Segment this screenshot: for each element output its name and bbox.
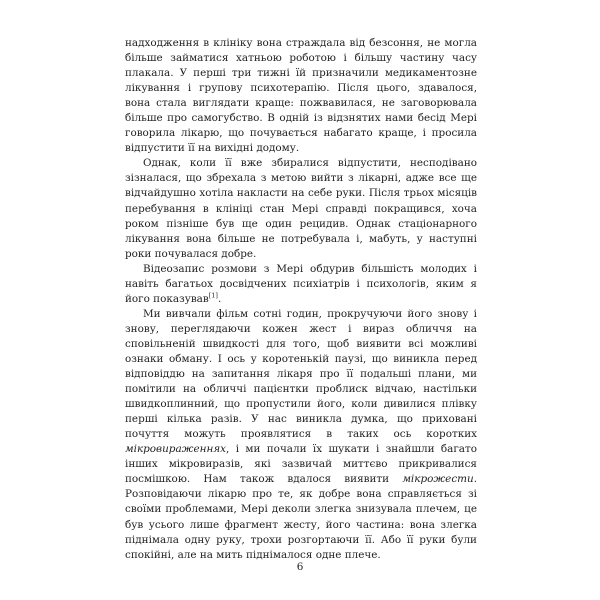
page-number: 6 bbox=[296, 561, 304, 573]
text-line: лікування вона більше не потребувала і, мабуть, у наступні bbox=[125, 232, 477, 245]
italic-term: мікровираженнях bbox=[125, 443, 227, 456]
text-line: інших мікровиразів, які зазвичай миттєво прикривалися bbox=[125, 458, 477, 471]
text-line: сповільненій швидкості для того, щоб виявити всі можливі bbox=[125, 337, 477, 350]
text-line: відповіддю на запитання лікаря про її подальші плани, ми bbox=[125, 368, 477, 381]
text-fragment: . bbox=[473, 473, 477, 486]
text-fragment: посмішкою. Нам також вдалося виявити bbox=[125, 473, 403, 486]
paragraph-1 bbox=[125, 36, 477, 156]
text-line bbox=[125, 292, 477, 307]
text-line: Ми вивчали фільм сотні годин, прокручуючи його знову і bbox=[143, 307, 477, 320]
text-line: зізналася, що збрехала з метою вийти з лікарні, адже все ще bbox=[125, 172, 477, 185]
italic-term: мікрожести bbox=[402, 473, 474, 486]
body-text bbox=[125, 36, 477, 563]
text-line: лікування і групову психотерапію. Після цього, здавалося, bbox=[125, 82, 477, 95]
text-line: помітили на обличчі пацієнтки проблиск відчаю, настільки bbox=[125, 383, 477, 396]
text-line: більше займатися хатньою роботою і більшу частину часу bbox=[125, 52, 477, 65]
text-line: роком пізніше був ще один рецидив. Однак стаціонарного bbox=[125, 217, 477, 230]
text-line: роки почувалася добре. bbox=[125, 247, 257, 260]
text-line: відчайдушно хотіла накласти на себе руки. Після трьох місяців bbox=[125, 187, 477, 200]
paragraph-4 bbox=[125, 307, 477, 563]
text-fragment: його показував bbox=[125, 292, 209, 305]
text-line: був усього лише фрагмент жесту, його частина: вона злегка bbox=[125, 518, 477, 531]
text-line: Розповідаючи лікарю про те, як добре вона справляється зі bbox=[125, 488, 477, 501]
text-line: Однак, коли її вже збиралися відпустити, несподівано bbox=[143, 157, 477, 170]
text-line: Відеозапис розмови з Мері обдурив більшість молодих і bbox=[143, 262, 477, 275]
paragraph-2 bbox=[125, 156, 477, 261]
text-line: говорила лікарю, що почувається набагато краще, і просила bbox=[125, 127, 477, 140]
text-line: спокійні, але на мить піднімалося одне плече. bbox=[125, 548, 381, 561]
text-line: відпустити її на вихідні додому. bbox=[125, 142, 300, 155]
text-line: плакала. У перші три тижні їй призначили медикаментозне bbox=[125, 67, 477, 80]
text-fragment: . bbox=[217, 292, 222, 305]
text-line: знову, переглядаючи кожен жест і вираз обличчя на bbox=[125, 322, 477, 335]
text-line bbox=[125, 472, 477, 487]
text-line: ознаки обману. І ось у коротенькій паузі, що виникла перед bbox=[125, 352, 477, 365]
text-line: більше про самогубство. В одній із відзнятих нами бесід Мері bbox=[125, 112, 477, 125]
paragraph-3 bbox=[125, 262, 477, 307]
text-line: швидкоплинний, що пропустили його, коли дивилися плівку bbox=[125, 398, 477, 411]
text-line: піднімала одну руку, трохи розгортаючи її. Або її руки були bbox=[125, 533, 477, 546]
text-line: навіть багатьох досвідчених психіатрів і психологів, яким я bbox=[125, 277, 477, 290]
text-line: перебування в клініці стан Мері справді покращився, хоча bbox=[125, 202, 477, 215]
text-line: вона стала виглядати краще: пожвавилася, не заговорювала bbox=[125, 97, 477, 110]
text-line: надходження в клініку вона страждала від безсоння, не могла bbox=[125, 37, 477, 49]
text-line: почуття можуть проявлятися в таких ось коротких bbox=[125, 428, 477, 441]
text-line: перші кілька разів. У нас виникла думка, що приховані bbox=[125, 413, 477, 426]
text-line bbox=[125, 442, 477, 457]
text-line: своїми проблемами, Мері деколи злегка знизувала плечем, це bbox=[125, 503, 477, 516]
text-fragment: , і ми почали їх шукати і знайшли багато bbox=[226, 443, 477, 456]
footnote-marker[interactable]: [1] bbox=[208, 291, 218, 300]
